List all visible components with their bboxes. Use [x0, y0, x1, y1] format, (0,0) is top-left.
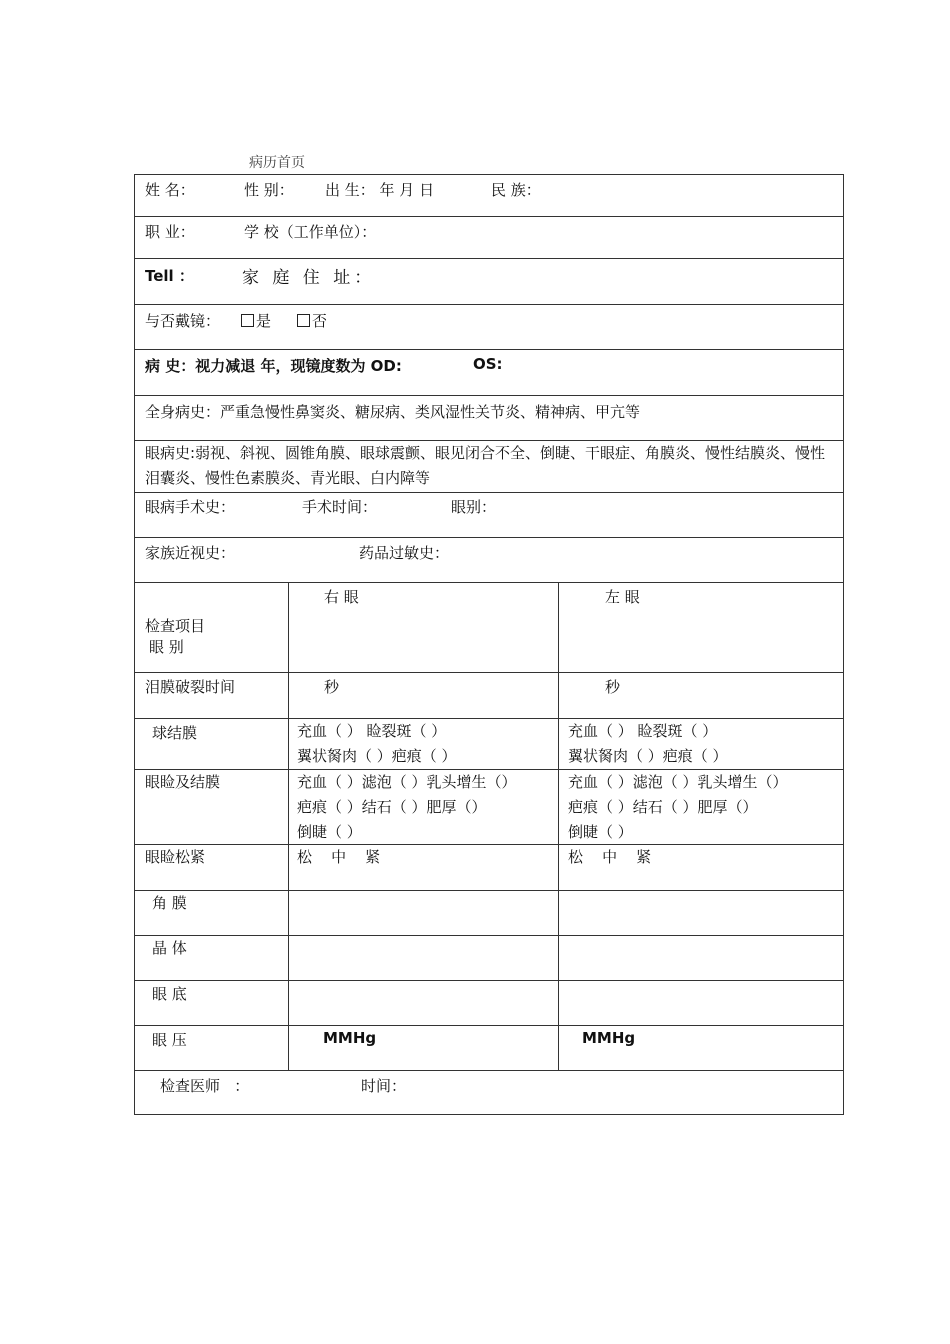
row-eyelid-tension [135, 845, 843, 891]
conjunctiva-left-line: 翼状胬肉（ ）疤痕（ ） [568, 747, 728, 765]
row-surgery [135, 493, 843, 538]
row-systemic [135, 396, 843, 441]
row-conjunctiva [135, 719, 843, 770]
glasses-yes-option[interactable] [241, 310, 271, 331]
eyelid-right-line: 倒睫（ ） [297, 823, 362, 841]
surgery-time-label: 手术时间： [302, 498, 378, 516]
eyelid-left-line: 倒睫（ ） [568, 823, 633, 841]
row-family [135, 538, 843, 583]
row-lens [135, 936, 843, 981]
checkbox-icon[interactable] [297, 314, 310, 327]
medical-record-form [134, 174, 844, 1115]
ethnicity-label: 民 族： [491, 181, 541, 199]
doctor-label: 检查医师 ： [160, 1077, 250, 1095]
eye-side-label: 眼别： [451, 498, 497, 516]
cornea-label: 角 膜 [152, 894, 187, 912]
eye-side-header: 眼 别 [149, 638, 184, 656]
eye-history: 眼病史:弱视、斜视、圆锥角膜、眼球震颤、眼见闭合不全、倒睫、干眼症、角膜炎、慢性结膜炎、慢性泪囊炎、慢性色素膜炎、青光眼、白内障等 [145, 444, 826, 487]
eyelid-left [568, 770, 788, 845]
row-job [135, 217, 843, 259]
page-caption: 病历首页 [249, 155, 305, 171]
checkbox-icon[interactable] [241, 314, 254, 327]
tear-left-value: 秒 [605, 678, 621, 696]
conjunctiva-left-line: 充血（ ） 睑裂斑（ ） [568, 722, 718, 740]
conjunctiva-label: 球结膜 [152, 724, 198, 742]
tell-label: Tell ： [145, 267, 194, 285]
row-history [135, 350, 843, 396]
row-cornea [135, 891, 843, 936]
fundus-label: 眼 底 [152, 985, 187, 1003]
conjunctiva-right-line: 充血（ ） 睑裂斑（ ） [297, 722, 447, 740]
row-tear-film [135, 673, 843, 719]
glasses-label: 与否戴镜： [145, 312, 221, 330]
tear-film-label: 泪膜破裂时间 [145, 678, 236, 696]
conjunctiva-right-line: 翼状胬肉（ ）疤痕（ ） [297, 747, 457, 765]
eyelid-right-line: 疤痕（ ）结石（ ）肥厚（） [297, 798, 487, 816]
column-divider [558, 583, 559, 1071]
iop-label: 眼 压 [152, 1031, 187, 1049]
eyelid-tension-label: 眼睑松紧 [145, 848, 206, 866]
eyelid-left-line: 充血（ ）滤泡（ ）乳头增生（） [568, 773, 788, 791]
row-exam-header [135, 583, 843, 673]
iop-left-unit: MMHg [582, 1029, 636, 1047]
row-basic-info [135, 175, 843, 217]
row-glasses [135, 305, 843, 350]
row-eye-history [135, 441, 843, 493]
birth-label: 出 生： 年 月 日 [325, 181, 435, 199]
eyelid-right-line: 充血（ ）滤泡（ ）乳头增生（） [297, 773, 517, 791]
family-myopia-label: 家族近视史： [145, 544, 236, 562]
exam-item-header: 检查项目 [145, 617, 206, 635]
conjunctiva-right [297, 719, 457, 769]
row-doctor [135, 1071, 843, 1115]
surgery-label: 眼病手术史： [145, 498, 236, 516]
conjunctiva-left [568, 719, 728, 769]
column-divider [288, 583, 289, 1071]
right-eye-header: 右 眼 [324, 588, 359, 606]
job-label: 职 业： [145, 223, 195, 241]
glasses-no-option[interactable] [297, 310, 327, 331]
glasses-no-label: 否 [312, 312, 328, 330]
exam-time-label: 时间： [361, 1077, 407, 1095]
address-label: 家 庭 住 址： [242, 268, 376, 288]
tear-right-value: 秒 [324, 678, 340, 696]
row-iop [135, 1026, 843, 1071]
eyelid-right [297, 770, 517, 845]
history-label: 病 史：视力减退 年，现镜度数为 OD: [145, 357, 402, 375]
history-os-label: OS: [473, 355, 503, 373]
name-label: 姓 名： [145, 181, 195, 199]
drug-allergy-label: 药品过敏史： [359, 544, 450, 562]
school-label: 学 校（工作单位）： [244, 223, 377, 241]
eyelid-tension-left: 松 中 紧 [568, 848, 652, 866]
glasses-yes-label: 是 [256, 312, 272, 330]
eyelid-label: 眼睑及结膜 [145, 773, 221, 791]
row-fundus [135, 981, 843, 1026]
row-eyelid [135, 770, 843, 845]
sex-label: 性 别： [244, 181, 294, 199]
lens-label: 晶 体 [152, 939, 187, 957]
eyelid-left-line: 疤痕（ ）结石（ ）肥厚（） [568, 798, 758, 816]
iop-right-unit: MMHg [323, 1029, 377, 1047]
row-contact [135, 259, 843, 305]
left-eye-header: 左 眼 [605, 588, 640, 606]
eyelid-tension-right: 松 中 紧 [297, 848, 381, 866]
systemic-history: 全身病史：严重急慢性鼻窦炎、糖尿病、类风湿性关节炎、精神病、甲亢等 [145, 403, 641, 421]
